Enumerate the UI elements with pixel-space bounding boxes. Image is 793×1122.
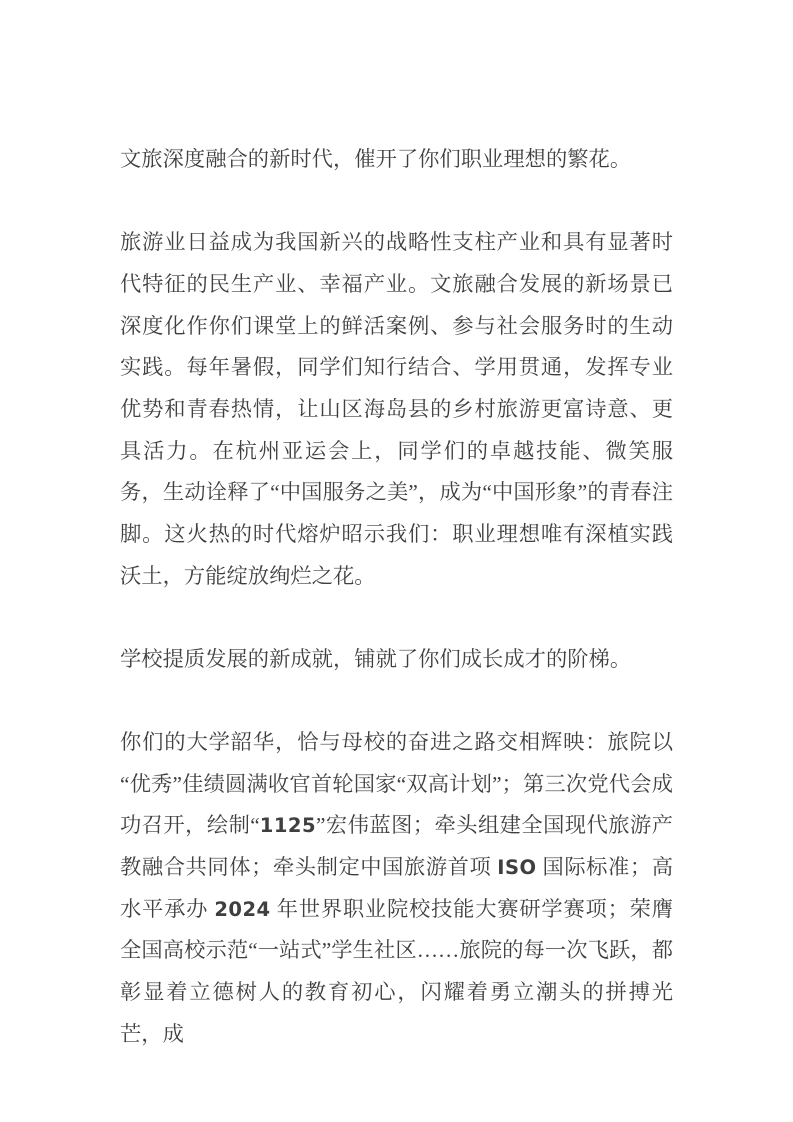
text-run: 学校提质发展的新成就，铺就了你们成长成才的阶梯。 bbox=[120, 646, 632, 671]
paragraph-1 bbox=[120, 139, 673, 181]
text-run: 年世界职业院校技能大赛研学赛项；荣膺全国高校示范“一站式”学生社区……旅院的每一次飞跃，都彰显着立德树人的教育初心，闪耀着勇立潮头的拼搏光芒，成 bbox=[120, 896, 673, 1046]
text-run: 你们的大学韶华，恰与母校的奋进之路交相辉映：旅院以“优秀”佳绩圆满收官首轮国家“双高计划”；第三次党代会成功召开，绘制“ bbox=[120, 730, 673, 838]
text-run: 国际标准；高水平承办 bbox=[120, 855, 673, 921]
text-run: 文旅深度融合的新时代，催开了你们职业理想的繁花。 bbox=[120, 147, 632, 171]
text-run: ”宏伟蓝图；牵头组建全国现代旅游产教融合共同体；牵头制定中国旅游首项 bbox=[120, 813, 673, 880]
paragraph-2 bbox=[120, 222, 673, 597]
text-run: 旅游业日益成为我国新兴的战略性支柱产业和具有显著时代特征的民生产业、幸福产业。文旅融合发展的新场景已深度化作你们课堂上的鲜活案例、参与社会服务时的生动实践。每年暑假，同学们知行结合、学用贯通，发挥专业优势和青春热情，让山区海岛县的乡村旅游更富诗意、更具活力。在杭州亚运会上，同学们的卓越技能、微笑服务，生动诠释了“中国服务之美”，成为“中国形象”的青春注脚。这火热的时代熔炉昭示我们：职业理想唯有深植实践沃土，方能绽放绚烂之花。 bbox=[120, 230, 673, 588]
latin-text-run: 2024 bbox=[214, 897, 271, 921]
paragraph-3 bbox=[120, 639, 673, 681]
latin-text-run: 1125 bbox=[259, 814, 317, 838]
paragraph-4 bbox=[120, 722, 673, 1055]
document-body bbox=[120, 139, 673, 1055]
latin-text-run: ISO bbox=[497, 856, 537, 880]
